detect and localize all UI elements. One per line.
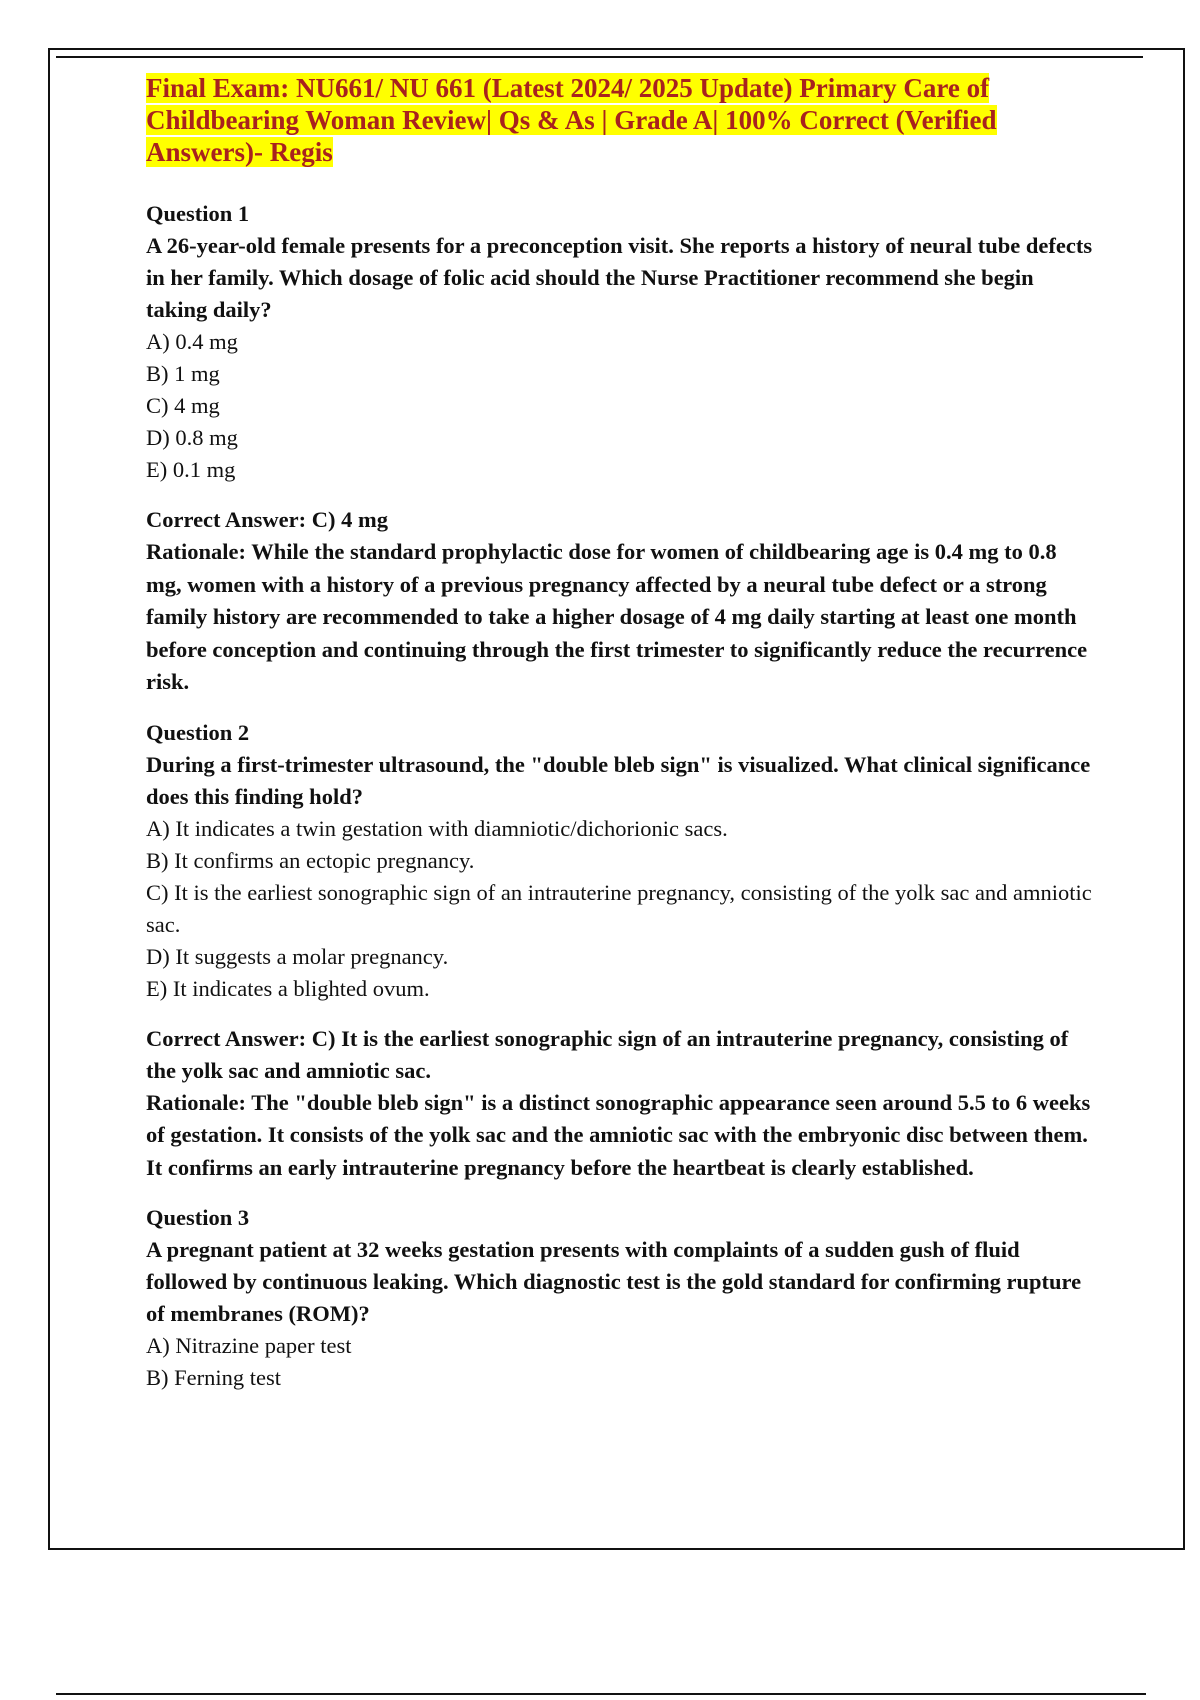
correct-answer-text: C) It is the earliest sonographic sign of an intrauterine pregnancy, consisting of the yolk sac and amniotic sac. [146,1025,1069,1083]
correct-answer [146,1023,1096,1087]
question-stem: A 26-year-old female presents for a preconception visit. She reports a history of neural tube defects in her family. Which dosage of folic acid should the Nurse Practitioner recommend she begin taking daily? [146,233,1093,322]
option-d: D) 0.8 mg [146,425,238,450]
question-1 [146,198,1096,699]
correct-answer-label: Correct Answer: [146,1025,307,1051]
option-a: A) 0.4 mg [146,329,238,354]
correct-answer-text: C) 4 mg [311,507,389,532]
option-d: D) It suggests a molar pregnancy. [146,943,449,969]
question-stem: During a first-trimester ultrasound, the "double bleb sign" is visualized. What clinical significance does this finding hold? [146,751,1091,809]
correct-answer-label: Correct Answer: [146,507,307,532]
option-a: A) It indicates a twin gestation with diamniotic/dichorionic sacs. [146,815,728,841]
option-e: E) 0.1 mg [146,457,236,482]
option-a: A) Nitrazine paper test [146,1333,352,1358]
question-2 [146,717,1096,1185]
answer-block [146,504,1096,699]
option-b: B) Ferning test [146,1365,281,1390]
option-b: B) It confirms an ectopic pregnancy. [146,847,475,873]
document-title-text: Final Exam: NU661/ NU 661 (Latest 2024/ 2025 Update) Primary Care of Childbearing Woman Review| Qs & As | Grade A| 100% Correct (Verified Answers)- Regis [146,73,997,167]
option-b: B) 1 mg [146,361,220,386]
bottom-rule [56,1693,1146,1695]
option-e: E) It indicates a blighted ovum. [146,975,430,1001]
question-stem: A pregnant patient at 32 weeks gestation presents with complaints of a sudden gush of fluid followed by continuous leaking. Which diagnostic test is the gold standard for confirming rupture of membranes (ROM)? [146,1237,1082,1326]
question-label: Question 3 [146,1205,250,1230]
question-label: Question 1 [146,201,250,226]
question-label: Question 2 [146,719,250,745]
document-content [146,72,1096,1412]
question-3 [146,1202,1096,1394]
answer-options [146,326,1096,486]
rationale: Rationale: While the standard prophylactic dose for women of childbearing age is 0.4 mg to 0.8 mg, women with a history of a previous pregnancy affected by a neural tube defect or a strong family history are recommended to take a higher dosage of 4 mg daily starting at least one month before conception and continuing through the first trimester to significantly reduce the recurrence risk. [146,539,1088,694]
answer-block [146,1023,1096,1185]
option-c: C) It is the earliest sonographic sign of an intrauterine pregnancy, consisting of the yolk sac and amniotic sac. [146,879,1092,937]
top-rule [56,56,1143,58]
answer-options [146,813,1096,1005]
answer-options [146,1330,1096,1394]
option-c: C) 4 mg [146,393,220,418]
rationale: Rationale: The "double bleb sign" is a distinct sonographic appearance seen around 5.5 to 6 weeks of gestation. It consists of the yolk sac and the amniotic sac with the embryonic disc between them. It confirms an early intrauterine pregnancy before the heartbeat is clearly established. [146,1089,1091,1180]
document-title [146,72,1096,168]
correct-answer [146,504,1096,536]
